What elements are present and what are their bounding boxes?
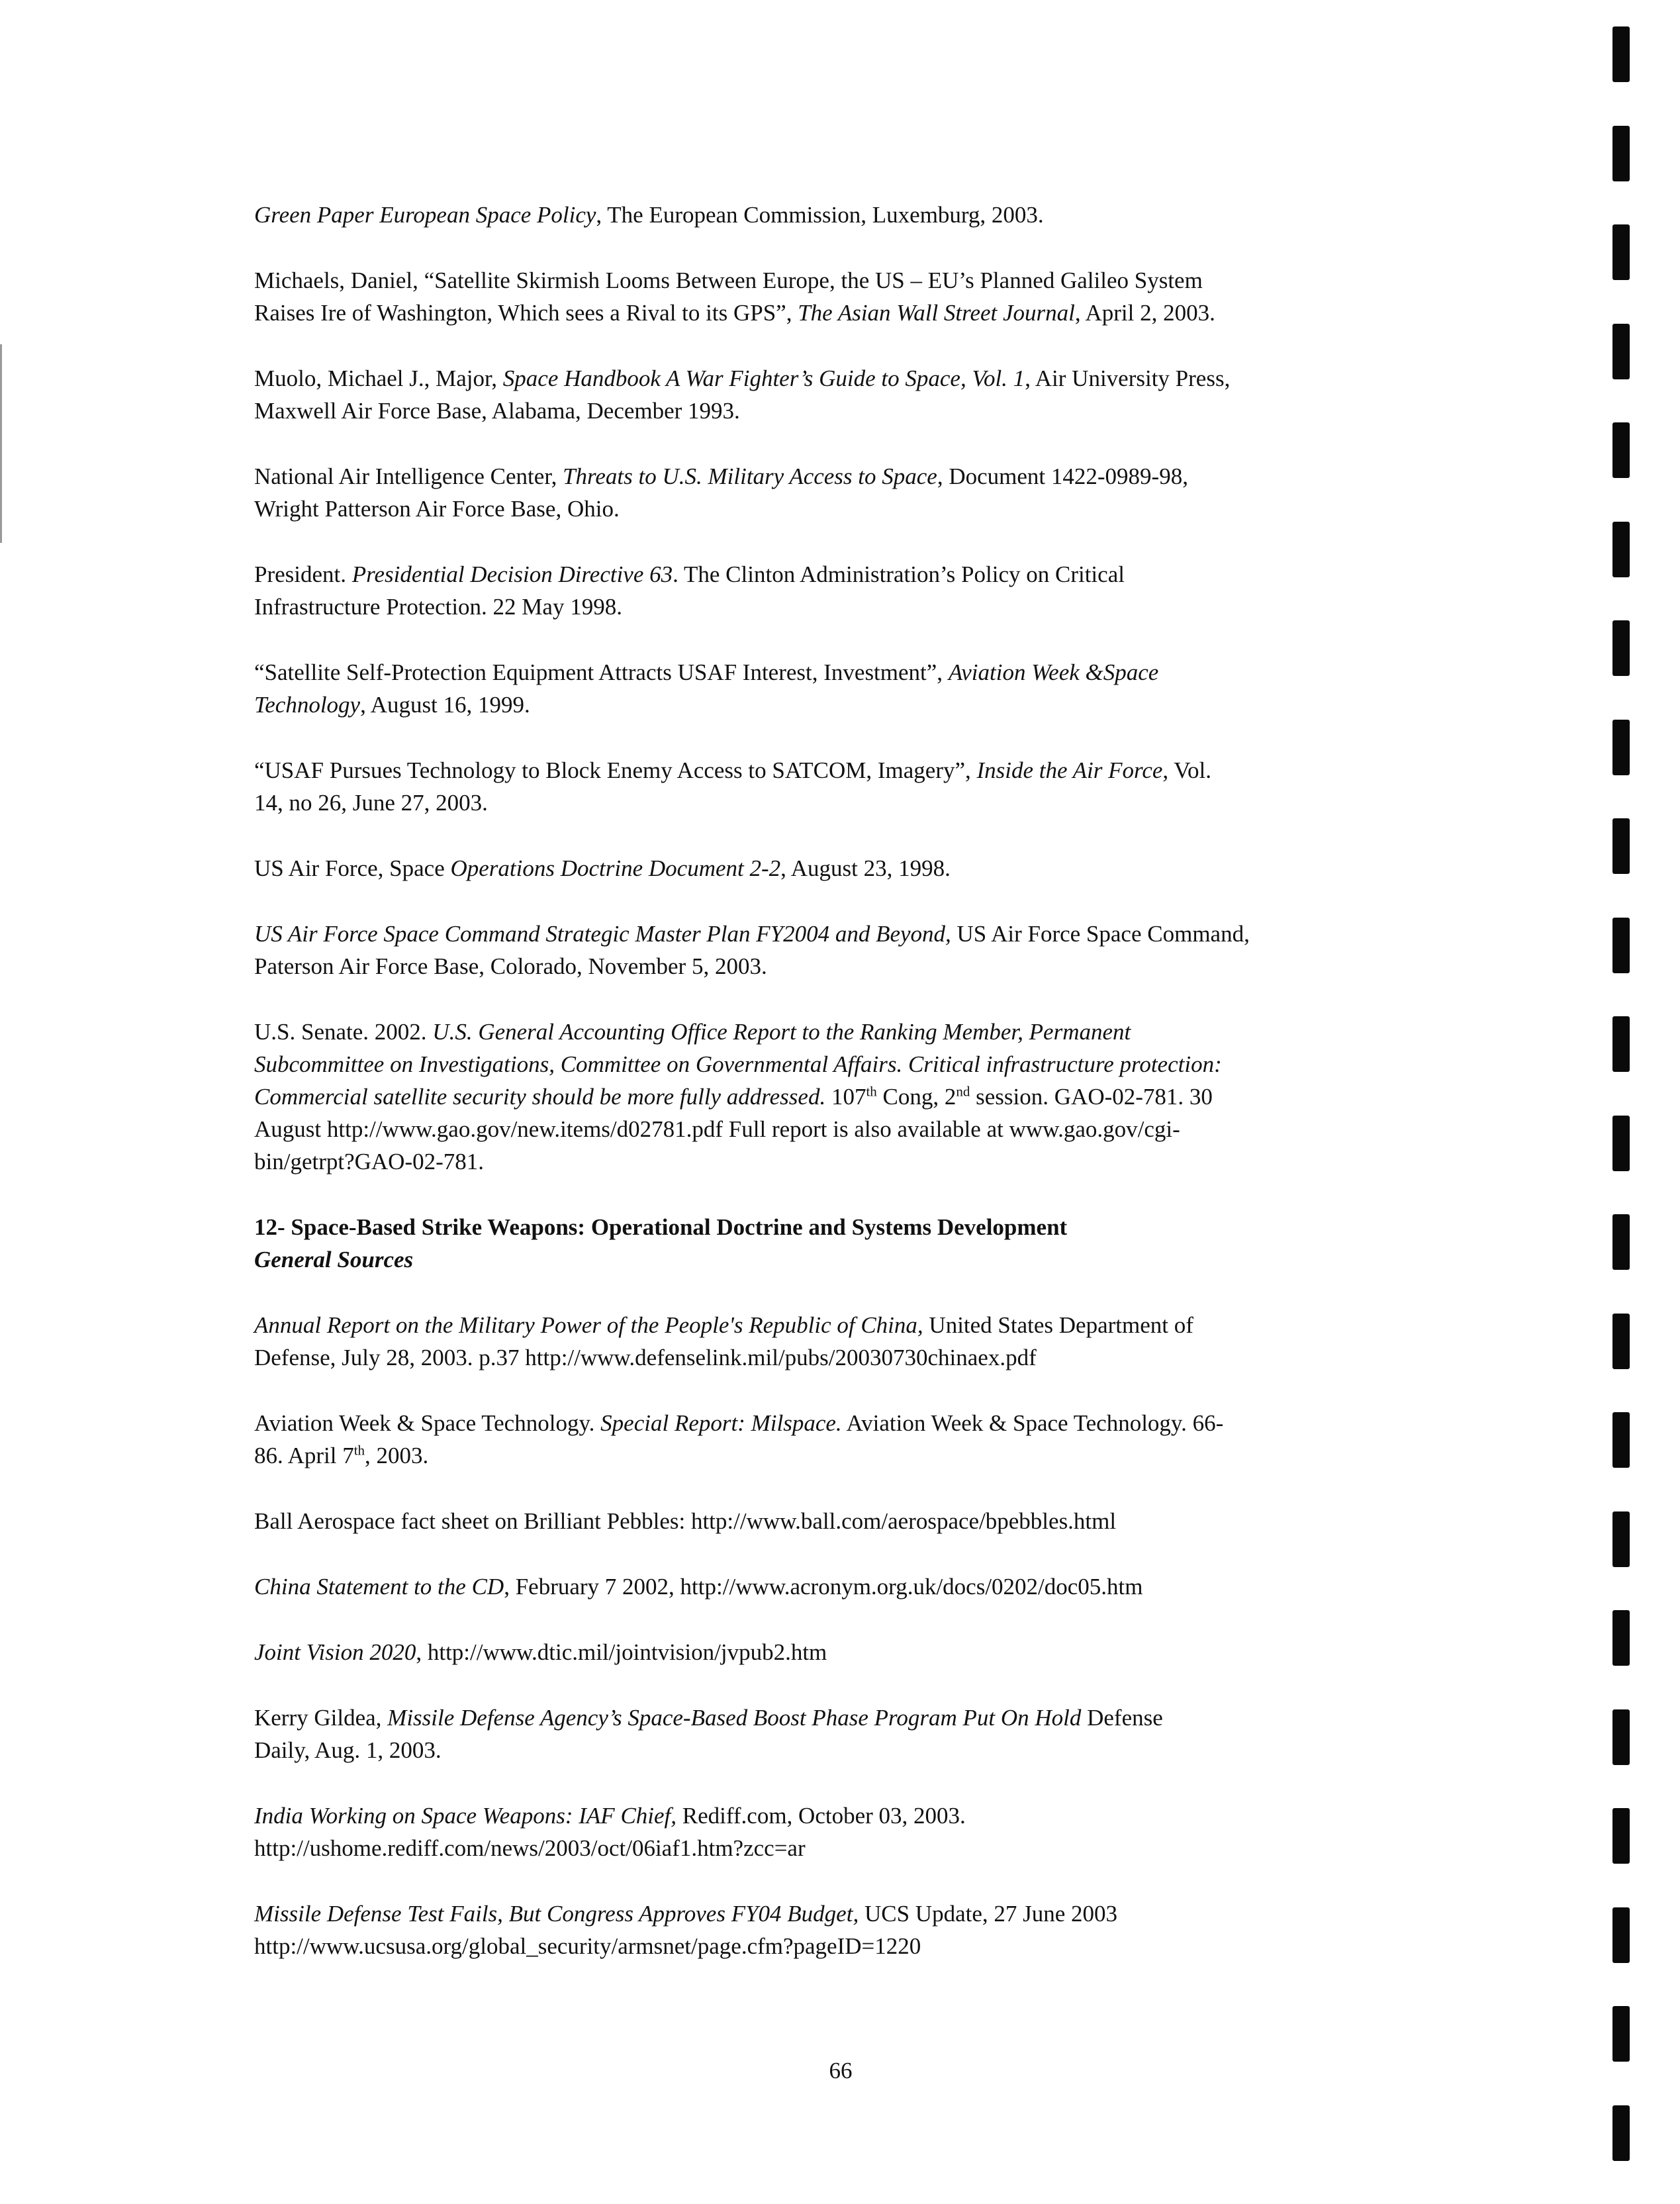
- reference-entry: [254, 918, 1466, 982]
- reference-entry: [254, 1570, 1466, 1603]
- italic-title: U.S. General Accounting Office Report to the Ranking Member, Permanent: [432, 1019, 1131, 1045]
- reference-text: UCS Update, 27 June 2003: [859, 1901, 1118, 1927]
- italic-title: Aviation Week &Space: [948, 659, 1159, 685]
- reference-line: [254, 1048, 1466, 1080]
- italic-title: China Statement to the CD: [254, 1574, 504, 1600]
- superscript-text: nd: [956, 1083, 970, 1100]
- reference-text: United States Department of: [923, 1312, 1193, 1338]
- reference-text: , http://www.dtic.mil/jointvision/jvpub2.htm: [416, 1639, 827, 1665]
- reference-line: [254, 1930, 1466, 1962]
- reference-line: [254, 950, 1466, 982]
- binding-mark: [1612, 720, 1630, 775]
- italic-title: US Air Force Space Command Strategic Master Plan FY2004 and Beyond,: [254, 921, 951, 947]
- reference-line: [254, 395, 1466, 427]
- binding-mark: [1612, 422, 1630, 478]
- reference-text: “USAF Pursues Technology to Block Enemy Access to SATCOM, Imagery”,: [254, 757, 977, 783]
- italic-title: Threats to U.S. Military Access to Space: [563, 463, 937, 489]
- binding-mark: [1612, 1412, 1630, 1468]
- reference-line: [254, 689, 1466, 721]
- reference-text: Wright Patterson Air Force Base, Ohio.: [254, 496, 620, 522]
- italic-title: Inside the Air Force: [976, 757, 1163, 783]
- reference-line: [254, 460, 1466, 493]
- reference-line: [254, 1734, 1466, 1766]
- italic-title: Green Paper European Space Policy: [254, 202, 596, 228]
- reference-line: [254, 1341, 1466, 1374]
- reference-text: August http://www.gao.gov/new.items/d02781.pdf Full report is also available at www.gao.gov/cgi-: [254, 1116, 1180, 1142]
- reference-text: , 2003.: [365, 1443, 429, 1468]
- bibliography: [254, 199, 1466, 1995]
- binding-mark: [1612, 1016, 1630, 1072]
- reference-text: US Air Force, Space: [254, 855, 451, 881]
- reference-list-general-sources: [254, 1309, 1466, 1962]
- section-title: 12- Space-Based Strike Weapons: Operational Doctrine and Systems Development: [254, 1214, 1068, 1240]
- reference-line: [254, 264, 1466, 297]
- reference-line: [254, 1701, 1466, 1734]
- reference-text: , February 7 2002, http://www.acronym.org.uk/docs/0202/doc05.htm: [504, 1574, 1143, 1600]
- reference-text: Aviation Week & Space Technology.: [254, 1410, 601, 1436]
- reference-text: Defense: [1081, 1705, 1163, 1731]
- binding-mark: [1612, 2006, 1630, 2062]
- italic-title: Missile Defense Agency’s Space-Based Boost Phase Program Put On Hold: [387, 1705, 1082, 1731]
- reference-text: Muolo, Michael J., Major,: [254, 365, 503, 391]
- reference-line: [254, 1016, 1466, 1048]
- reference-line: [254, 754, 1466, 787]
- reference-text: , August 16, 1999.: [360, 692, 530, 718]
- superscript-text: th: [866, 1083, 877, 1100]
- reference-entry: [254, 754, 1466, 819]
- reference-text: , April 2, 2003.: [1074, 300, 1215, 326]
- reference-line: [254, 199, 1466, 231]
- reference-entry: [254, 1309, 1466, 1374]
- reference-entry: [254, 1897, 1466, 1962]
- reference-text: , Air University Press,: [1025, 365, 1231, 391]
- italic-title: Space Handbook A War Fighter’s Guide to Space, Vol. 1: [502, 365, 1025, 391]
- italic-title: Technology: [254, 692, 361, 718]
- reference-line: [254, 297, 1466, 329]
- binding-mark: [1612, 1907, 1630, 1963]
- binding-mark: [1612, 918, 1630, 973]
- italic-title: Subcommittee on Investigations, Committee on Governmental Affairs. Critical infrastructure protection:: [254, 1051, 1222, 1077]
- binding-mark: [1612, 818, 1630, 874]
- binding-mark: [1612, 224, 1630, 280]
- reference-entry: [254, 558, 1466, 623]
- reference-text: National Air Intelligence Center,: [254, 463, 563, 489]
- reference-line: [254, 1439, 1466, 1472]
- reference-list: [254, 199, 1466, 1178]
- reference-entry: [254, 852, 1466, 885]
- reference-text: “Satellite Self-Protection Equipment Attracts USAF Interest, Investment”,: [254, 659, 949, 685]
- reference-entry: [254, 1505, 1466, 1537]
- reference-entry: [254, 1799, 1466, 1864]
- reference-line: [254, 1113, 1466, 1145]
- binding-mark: [1612, 324, 1630, 379]
- reference-text: http://ushome.rediff.com/news/2003/oct/06iaf1.htm?zcc=ar: [254, 1835, 806, 1861]
- reference-line: [254, 1407, 1466, 1439]
- reference-line: [254, 1505, 1466, 1537]
- reference-line: [254, 1636, 1466, 1668]
- reference-entry: [254, 1016, 1466, 1178]
- reference-text: Cong, 2: [876, 1084, 957, 1110]
- reference-line: [254, 852, 1466, 885]
- reference-text: Raises Ire of Washington, Which sees a Rival to its GPS”,: [254, 300, 798, 326]
- italic-title: Annual Report on the Military Power of the People's Republic of China,: [254, 1312, 923, 1338]
- reference-line: [254, 787, 1466, 819]
- italic-title: Special Report: Milspace.: [600, 1410, 842, 1436]
- italic-title: India Working on Space Weapons: IAF Chief,: [254, 1803, 677, 1829]
- superscript-text: th: [353, 1442, 365, 1459]
- reference-text: http://www.ucsusa.org/global_security/armsnet/page.cfm?pageID=1220: [254, 1933, 921, 1959]
- reference-text: U.S. Senate. 2002.: [254, 1019, 433, 1045]
- reference-text: , Vol.: [1162, 757, 1212, 783]
- section-heading-block: [254, 1211, 1466, 1276]
- italic-title: Commercial satellite security should be more fully addressed.: [254, 1084, 826, 1110]
- page-number: 66: [829, 2058, 853, 2084]
- reference-entry: [254, 362, 1466, 427]
- reference-text: Infrastructure Protection. 22 May 1998.: [254, 594, 622, 620]
- binding-mark: [1612, 1314, 1630, 1369]
- binding-mark: [1612, 26, 1630, 82]
- reference-line: [254, 918, 1466, 950]
- reference-line: [254, 1570, 1466, 1603]
- binding-mark: [1612, 2105, 1630, 2161]
- reference-line: [254, 558, 1466, 591]
- reference-text: 107: [825, 1084, 866, 1110]
- reference-text: , The European Commission, Luxemburg, 2003.: [596, 202, 1044, 228]
- binding-mark: [1612, 1214, 1630, 1270]
- reference-text: Michaels, Daniel, “Satellite Skirmish Looms Between Europe, the US – EU’s Planned Galileo System: [254, 267, 1203, 293]
- italic-title: The Asian Wall Street Journal: [798, 300, 1075, 326]
- reference-text: Defense, July 28, 2003. p.37 http://www.defenselink.mil/pubs/20030730chinaex.pdf: [254, 1345, 1037, 1370]
- reference-text: Kerry Gildea,: [254, 1705, 388, 1731]
- italic-title: Operations Doctrine Document 2-2: [450, 855, 781, 881]
- binding-mark: [1612, 126, 1630, 181]
- reference-text: President.: [254, 561, 352, 587]
- scan-edge-line: [0, 344, 2, 543]
- italic-title: Presidential Decision Directive 63: [351, 561, 673, 587]
- reference-entry: [254, 656, 1466, 721]
- reference-text: 14, no 26, June 27, 2003.: [254, 790, 488, 816]
- binding-mark: [1612, 522, 1630, 577]
- reference-line: [254, 1080, 1466, 1113]
- reference-text: Aviation Week & Space Technology. 66-: [841, 1410, 1224, 1436]
- binding-mark: [1612, 1808, 1630, 1864]
- italic-title: Missile Defense Test Fails, But Congress Approves FY04 Budget,: [254, 1901, 859, 1927]
- reference-text: Rediff.com, October 03, 2003.: [677, 1803, 966, 1829]
- binding-mark: [1612, 620, 1630, 676]
- reference-text: Daily, Aug. 1, 2003.: [254, 1737, 442, 1763]
- reference-text: Paterson Air Force Base, Colorado, November 5, 2003.: [254, 953, 767, 979]
- reference-line: [254, 1832, 1466, 1864]
- reference-text: 86. April 7: [254, 1443, 354, 1468]
- binding-mark: [1612, 1511, 1630, 1567]
- reference-line: [254, 1799, 1466, 1832]
- reference-text: Ball Aerospace fact sheet on Brilliant Pebbles: http://www.ball.com/aerospace/bpebbles.html: [254, 1508, 1117, 1534]
- reference-line: [254, 362, 1466, 395]
- reference-line: [254, 1897, 1466, 1930]
- reference-line: [254, 656, 1466, 689]
- reference-entry: [254, 1407, 1466, 1472]
- reference-line: [254, 493, 1466, 525]
- reference-line: [254, 1309, 1466, 1341]
- reference-line: [254, 591, 1466, 623]
- binding-mark: [1612, 1116, 1630, 1171]
- reference-text: session. GAO-02-781. 30: [970, 1084, 1213, 1110]
- reference-text: US Air Force Space Command,: [951, 921, 1250, 947]
- reference-entry: [254, 1636, 1466, 1668]
- reference-text: , Document 1422-0989-98,: [937, 463, 1188, 489]
- reference-text: Maxwell Air Force Base, Alabama, December 1993.: [254, 398, 740, 424]
- binding-mark: [1612, 1610, 1630, 1666]
- reference-text: bin/getrpt?GAO-02-781.: [254, 1149, 485, 1174]
- reference-entry: [254, 199, 1466, 231]
- reference-text: , August 23, 1998.: [780, 855, 951, 881]
- binding-mark: [1612, 1709, 1630, 1765]
- reference-entry: [254, 1701, 1466, 1766]
- reference-line: [254, 1145, 1466, 1178]
- reference-entry: [254, 460, 1466, 525]
- reference-entry: [254, 264, 1466, 329]
- section-subtitle: General Sources: [254, 1247, 414, 1272]
- italic-title: Joint Vision 2020: [254, 1639, 416, 1665]
- reference-text: . The Clinton Administration’s Policy on Critical: [673, 561, 1125, 587]
